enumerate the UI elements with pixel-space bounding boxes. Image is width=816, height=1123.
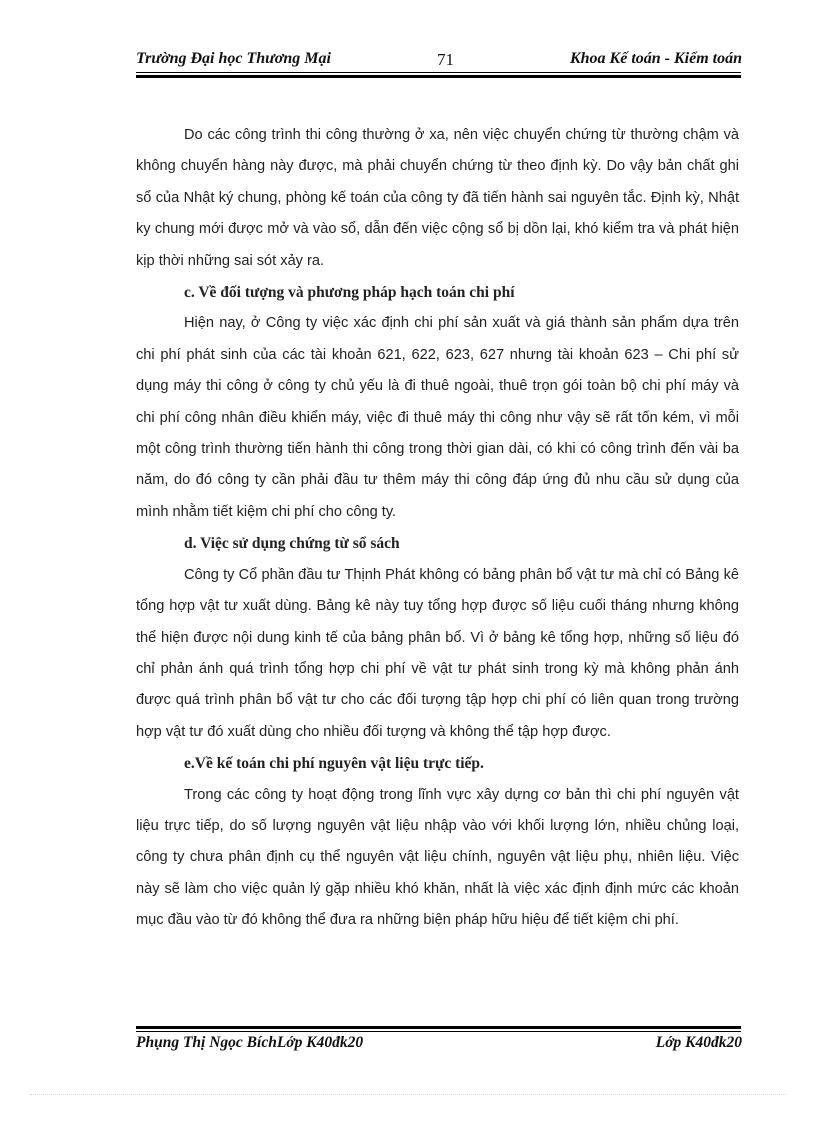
paragraph-1: Do các công trình thi công thường ở xa, nên việc chuyển chứng từ thường chậm và không chuyển hàng này được, mà phải chuyển chứng từ theo định kỳ. Do vậy bản chất ghi sổ của Nhật ký chung, phòng kế toán của công ty đã tiến hành sai nguyên tắc. Định kỳ, Nhật ky chung mới được mở và vào sổ, dẫn đến việc cộng sổ bị dồn lại, khó kiểm tra và phát hiện kịp thời những sai sót xảy ra. [136, 127, 739, 269]
paragraph-2: Hiện nay, ở Công ty việc xác định chi phí sản xuất và giá thành sản phẩm dựa trên chi phí phát sinh của các tài khoản 621, 622, 623, 627 nhưng tài khoản 623 – Chi phí sử dụng máy thi công ở công ty chủ yếu là đi thuê ngoài, thuê trọn gói toàn bộ chi phí máy và chi phí công nhân điều khiển máy, việc đi thuê máy thi công như vậy sẽ rất tốn kém, vì mỗi một công trình thường tiến hành thi công trong thời gian dài, có khi có công trình đến vài ba năm, do đó công ty cần phải đầu tư thêm máy thi công đáp ứng đủ nhu cầu sử dụng của mình nhằm tiết kiệm chi phí cho công ty. [136, 315, 739, 520]
paragraph-4: Trong các công ty hoạt động trong lĩnh vực xây dựng cơ bản thì chi phí nguyên vật liệu trực tiếp, do số lượng nguyên vật liệu nhập vào với khối lượng lớn, nhiều chủng loại, công ty chưa phân định cụ thể nguyên vật liệu chính, nguyên vật liệu phụ, nhiên liệu. Việc này sẽ làm cho việc quản lý gặp nhiều khó khăn, nhất là việc xác định định mức các khoản mục đầu vào từ đó không thể đưa ra những biện pháp hữu hiệu để tiết kiệm chi phí. [136, 786, 739, 929]
footer-rule-thick [136, 1026, 741, 1029]
header-rule-thick [136, 75, 741, 78]
page-header [136, 46, 742, 74]
paragraph-3: Công ty Cổ phần đầu tư Thịnh Phát không có bảng phân bổ vật tư mà chỉ có Bảng kê tổng hợp vật tư xuất dùng. Bảng kê này tuy tổng hợp được số liệu cuối tháng nhưng không thể hiện được nội dung kinh tế của bảng phân bổ. Vì ở bảng kê tổng hợp, những số liệu đó chỉ phản ánh quá trình tổng hợp chi phí về vật tư phát sinh trong kỳ mà không phản ánh được quá trình phân bổ vật tư cho các đối tượng tập hợp chi phí có liên quan trong trường hợp vật tư đó xuất dùng cho nhiều đối tượng và không thể tập hợp được. [136, 566, 739, 740]
page-footer [136, 1034, 742, 1058]
footer-rule-thin [136, 1031, 741, 1032]
heading-d: d. Việc sử dụng chứng từ sổ sách [184, 535, 400, 553]
footer-author: Phụng Thị Ngọc BíchLớp K40đk20 [136, 1034, 364, 1051]
heading-e: e.Về kế toán chi phí nguyên vật liệu trực tiếp. [184, 755, 484, 773]
footer-class: Lớp K40đk20 [655, 1034, 742, 1051]
header-faculty: Khoa Kế toán - Kiểm toán [569, 50, 742, 67]
page-number: 71 [437, 50, 454, 69]
bottom-dotted-divider [30, 1094, 786, 1095]
header-school: Trường Đại học Thương Mại [136, 50, 331, 67]
header-rule-thin [136, 72, 741, 73]
page-body [136, 120, 739, 937]
heading-c: c. Về đối tượng và phương pháp hạch toán chi phí [184, 284, 515, 302]
